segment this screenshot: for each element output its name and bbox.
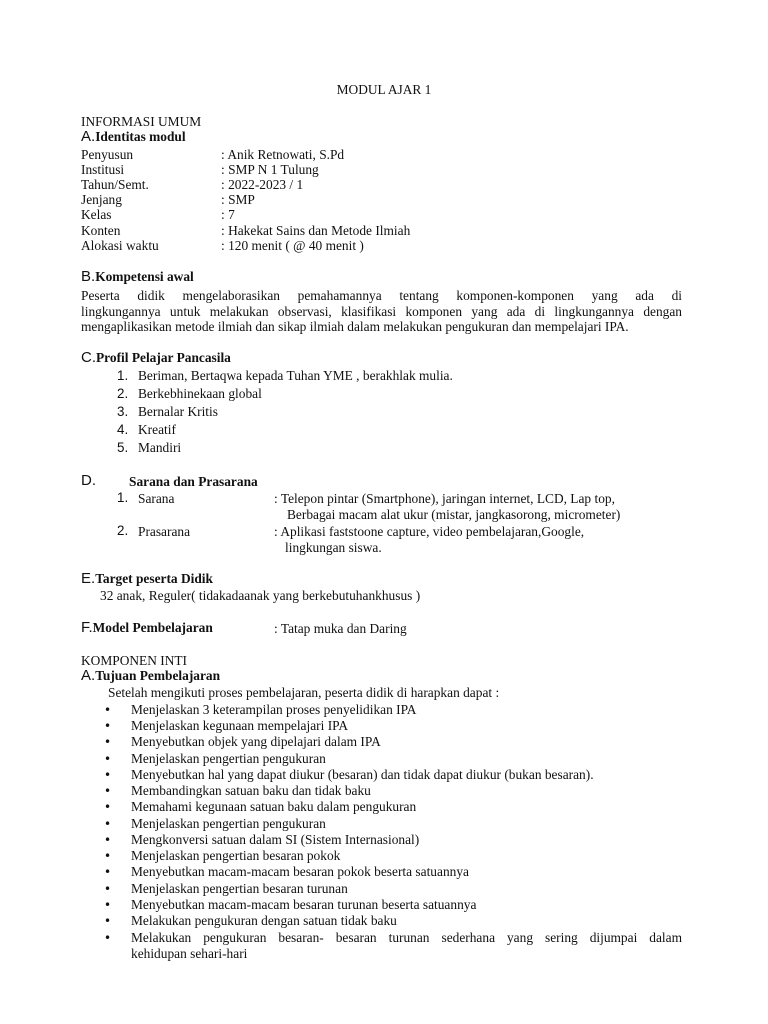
list-item	[131, 930, 682, 962]
list-item: Mandiri	[138, 440, 182, 455]
list-item: Menjelaskan pengertian besaran turunan	[131, 881, 348, 896]
identity-key: Alokasi waktu	[81, 238, 159, 253]
kompetensi-awal-paragraph	[81, 288, 682, 335]
bullet: •	[104, 752, 112, 766]
bullet: •	[104, 800, 112, 814]
bullet: •	[104, 849, 112, 863]
section-e-heading	[81, 571, 213, 587]
tujuan-heading	[81, 668, 220, 684]
bullet: •	[104, 768, 112, 782]
section-a-heading	[81, 129, 186, 145]
list-item: Menyebutkan hal yang dapat diukur (besaran) dan tidak dapat diukur (bukan besaran).	[131, 767, 594, 782]
list-item: Menjelaskan pengertian pengukuran	[131, 816, 326, 831]
bullet: •	[104, 784, 112, 798]
sarana-value-cont: Berbagai macam alat ukur (mistar, jangkasorong, micrometer)	[287, 507, 621, 522]
section-c-heading	[81, 350, 231, 366]
list-item: Memahami kegunaan satuan baku dalam pengukuran	[131, 799, 417, 814]
list-item: Beriman, Bertaqwa kepada Tuhan YME , berakhlak mulia.	[138, 368, 453, 383]
identity-value: : SMP	[221, 192, 255, 207]
list-number: 2.	[117, 386, 129, 401]
list-item: Kreatif	[138, 422, 176, 437]
sarana-value: : Telepon pintar (Smartphone), jaringan internet, LCD, Lap top,	[274, 491, 615, 506]
identity-value: : 7	[221, 207, 235, 222]
model-value: : Tatap muka dan Daring	[274, 621, 407, 636]
paragraph-line: Peserta didik mengelaborasikan pemahamannya tentang komponen-komponen yang ada di	[81, 288, 682, 303]
list-item: Menyebutkan macam-macam besaran pokok beserta satuannya	[131, 864, 469, 879]
bullet: •	[104, 931, 112, 945]
identity-value: : Hakekat Sains dan Metode Ilmiah	[221, 223, 411, 238]
section-letter: F.	[81, 619, 93, 636]
list-item: Membandingkan satuan baku dan tidak baku	[131, 783, 371, 798]
identity-key: Jenjang	[81, 192, 122, 207]
list-item: Menjelaskan kegunaan mempelajari IPA	[131, 718, 349, 733]
list-item: Menyebutkan macam-macam besaran turunan beserta satuannya	[131, 897, 477, 912]
identity-key: Kelas	[81, 207, 112, 222]
bullet: •	[104, 898, 112, 912]
bullet: •	[104, 817, 112, 831]
bullet: •	[104, 719, 112, 733]
identity-key: Tahun/Semt.	[81, 177, 149, 192]
prasarana-value-cont: lingkungan siswa.	[285, 540, 382, 555]
list-item: Mengkonversi satuan dalam SI (Sistem Internasional)	[131, 832, 420, 847]
section-label: Tujuan Pembelajaran	[95, 668, 221, 683]
section-f-heading	[81, 620, 213, 636]
sarana-key: Sarana	[138, 491, 175, 506]
identity-key: Konten	[81, 223, 121, 238]
identity-value: : 2022-2023 / 1	[221, 177, 304, 192]
komponen-inti-heading: KOMPONEN INTI	[81, 653, 188, 668]
section-letter: E.	[81, 570, 96, 587]
section-label: Model Pembelajaran	[92, 620, 213, 635]
identity-value: : Anik Retnowati, S.Pd	[221, 147, 345, 162]
section-letter: D.	[81, 472, 96, 489]
list-number: 2.	[117, 523, 129, 538]
list-item: Melakukan pengukuran dengan satuan tidak baku	[131, 913, 397, 928]
section-label: Identitas modul	[95, 129, 186, 144]
section-label: Target peserta Didik	[95, 571, 213, 586]
section-b-heading	[81, 269, 194, 285]
list-item: Menjelaskan 3 keterampilan proses penyelidikan IPA	[131, 702, 417, 717]
bullet: •	[104, 865, 112, 879]
bullet: •	[104, 882, 112, 896]
list-item-line: kehidupan sehari-hari	[131, 946, 248, 961]
prasarana-value: : Aplikasi faststoone capture, video pembelajaran,Google,	[274, 524, 585, 539]
page-title: MODUL AJAR 1	[336, 82, 432, 97]
tujuan-intro: Setelah mengikuti proses pembelajaran, peserta didik di harapkan dapat :	[108, 685, 500, 700]
identity-value: : SMP N 1 Tulung	[221, 162, 319, 177]
list-number: 1.	[117, 490, 129, 505]
list-item: Menjelaskan pengertian pengukuran	[131, 751, 326, 766]
list-item-line: Melakukan pengukuran besaran- besaran turunan sederhana yang sering dijumpai dalam	[131, 930, 682, 945]
list-item: Menyebutkan objek yang dipelajari dalam IPA	[131, 734, 381, 749]
list-number: 5.	[117, 440, 129, 455]
section-label: Profil Pelajar Pancasila	[96, 350, 231, 365]
paragraph-line: lingkungannya untuk melakukan observasi, klasifikasi komponen yang ada di lingkungannya dengan	[81, 303, 682, 319]
bullet: •	[104, 703, 112, 717]
bullet: •	[104, 735, 112, 749]
target-text: 32 anak, Reguler( tidakadaanak yang berkebutuhankhusus )	[100, 588, 421, 603]
section-letter: A.	[81, 128, 96, 145]
identity-value: : 120 menit ( @ 40 menit )	[221, 238, 364, 253]
bullet: •	[104, 833, 112, 847]
section-letter: B.	[81, 268, 96, 285]
identity-key: Penyusun	[81, 147, 134, 162]
informasi-umum-heading: INFORMASI UMUM	[81, 114, 202, 129]
section-label: Kompetensi awal	[95, 269, 194, 284]
section-label: Sarana dan Prasarana	[129, 474, 258, 489]
list-number: 1.	[117, 368, 129, 383]
list-item: Menjelaskan pengertian besaran pokok	[131, 848, 341, 863]
section-letter: C.	[81, 349, 96, 366]
prasarana-key: Prasarana	[138, 524, 191, 539]
bullet: •	[104, 914, 112, 928]
section-letter: A.	[81, 667, 96, 684]
list-number: 4.	[117, 422, 129, 437]
list-item: Bernalar Kritis	[138, 404, 218, 419]
identity-key: Institusi	[81, 162, 125, 177]
list-item: Berkebhinekaan global	[138, 386, 262, 401]
paragraph-line: mengaplikasikan metode ilmiah dan sikap ilmiah dalam melakukan pengukuran dan mempelajari IPA.	[81, 319, 629, 334]
section-d-heading	[81, 473, 96, 489]
list-number: 3.	[117, 404, 129, 419]
